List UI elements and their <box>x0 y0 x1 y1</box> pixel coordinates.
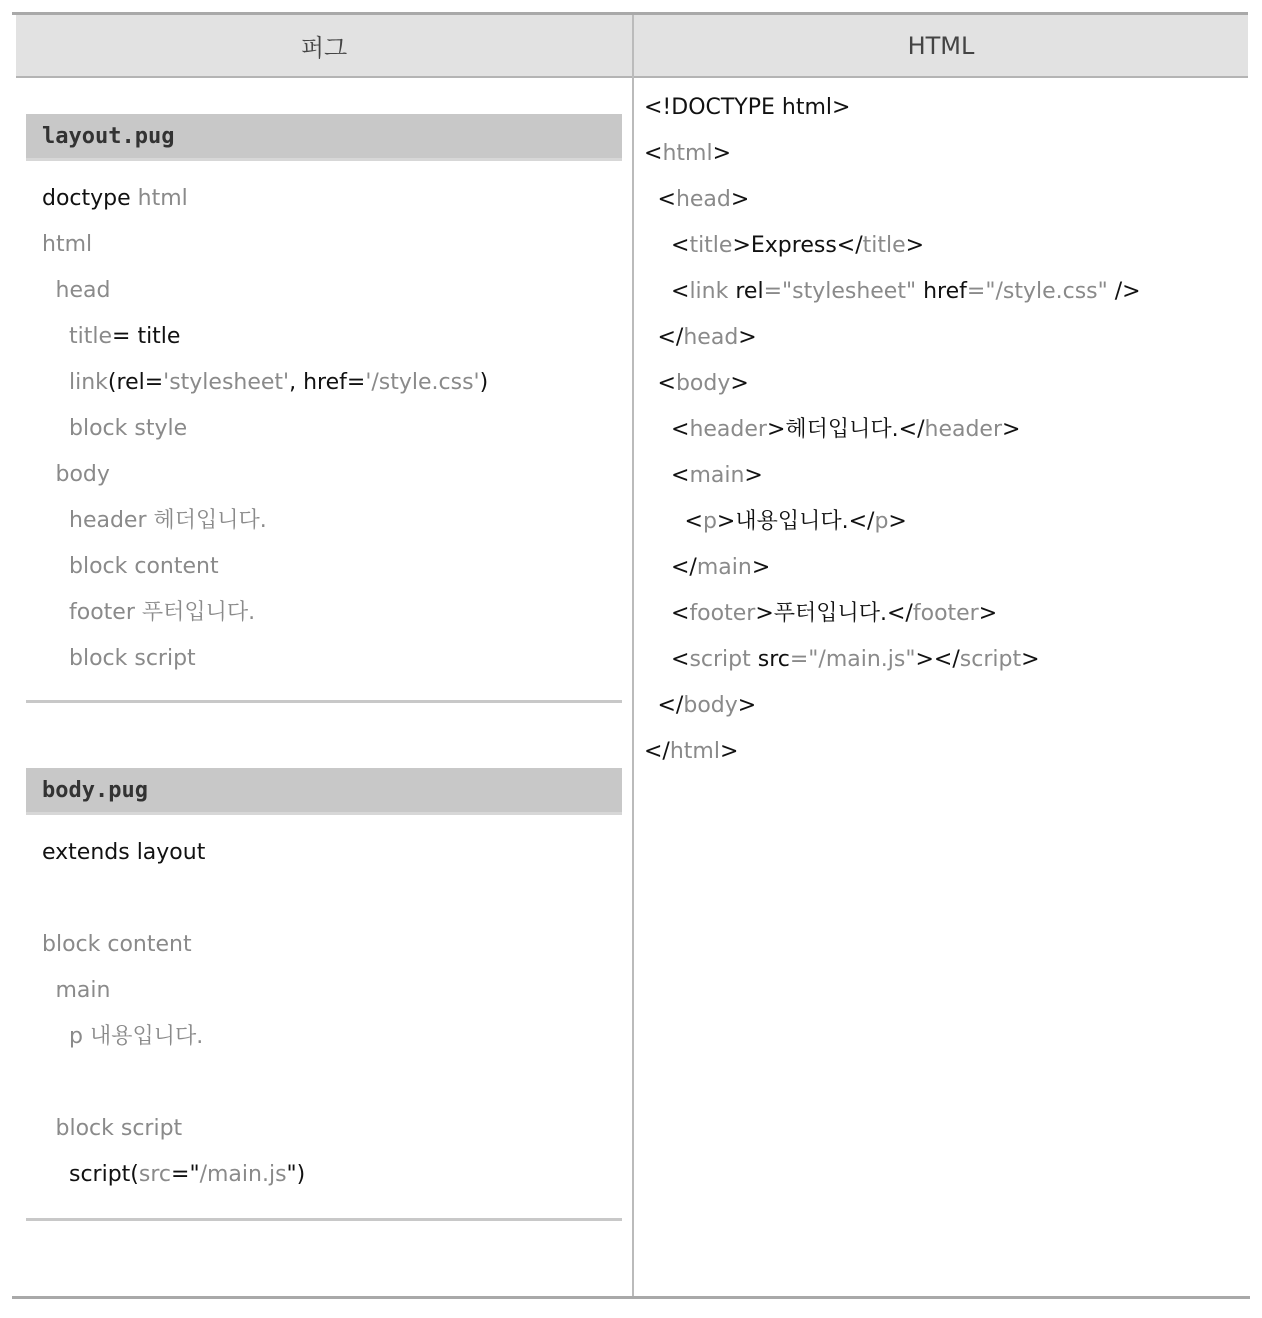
code-token: > <box>978 601 998 626</box>
code-token: block script <box>55 1116 183 1141</box>
code-token: < <box>657 187 676 212</box>
code-line <box>42 835 205 871</box>
code-line <box>671 550 770 586</box>
code-line <box>671 228 924 264</box>
code-token: header <box>924 417 1003 442</box>
code-token: =" <box>171 1162 200 1187</box>
code-token: > <box>751 555 771 580</box>
comparison-table <box>12 12 1250 1300</box>
code-token: < <box>671 463 690 488</box>
code-line <box>658 182 750 218</box>
code-token: > <box>744 463 763 488</box>
code-token: </ <box>644 739 670 764</box>
code-token: footer <box>689 601 756 626</box>
code-token: > <box>712 141 731 166</box>
code-token: ") <box>286 1162 306 1187</box>
code-token: ) <box>479 370 489 395</box>
code-token: header 헤더입니다. <box>69 508 267 533</box>
code-token: title <box>862 233 906 258</box>
code-token: /main.js <box>199 1162 287 1187</box>
code-token: < <box>671 601 690 626</box>
code-line <box>69 503 267 539</box>
code-token: html <box>669 739 720 764</box>
code-token: ="stylesheet" <box>763 279 924 304</box>
code-line <box>56 273 111 309</box>
code-token: block content <box>42 932 192 957</box>
code-line <box>658 366 749 402</box>
code-token: header <box>689 417 767 442</box>
layout-pug-end-rule <box>26 700 622 703</box>
code-token: link <box>689 279 736 304</box>
code-line <box>42 927 192 963</box>
code-line <box>56 457 110 493</box>
code-token: > <box>737 693 757 718</box>
code-token: > <box>905 233 925 258</box>
code-token: 'stylesheet' <box>163 370 290 395</box>
body-pug-end-rule <box>26 1218 622 1221</box>
code-token: > <box>1002 417 1021 442</box>
body-pug-title: body.pug <box>26 768 622 815</box>
code-line <box>671 642 1040 678</box>
code-token: ="/style.css" <box>966 279 1115 304</box>
code-line <box>42 227 92 263</box>
code-token: < <box>671 647 690 672</box>
code-token: >푸터입니다.</ <box>755 601 913 626</box>
code-line <box>671 412 1020 448</box>
code-token: <!DOCTYPE html> <box>644 95 851 120</box>
code-token: script( <box>69 1162 139 1187</box>
code-line <box>56 973 111 1009</box>
code-token: title <box>69 324 113 349</box>
code-token: > <box>738 325 757 350</box>
code-token: main <box>696 555 752 580</box>
code-line <box>42 181 188 217</box>
code-token: > <box>719 739 739 764</box>
code-token: link <box>69 370 108 395</box>
code-token: >Express</ <box>732 233 863 258</box>
code-token: href <box>923 279 967 304</box>
layout-pug-title: layout.pug <box>26 114 622 161</box>
code-line <box>69 1019 203 1055</box>
code-line <box>69 1157 305 1193</box>
code-token: >헤더입니다.</ <box>766 417 925 442</box>
code-token: html <box>137 186 188 211</box>
code-token: title <box>689 233 733 258</box>
code-token: ="/main.js" <box>789 647 916 672</box>
body-pug-block <box>26 768 622 1187</box>
code-token: p <box>702 509 717 534</box>
code-token: </ <box>657 325 684 350</box>
code-line <box>658 320 757 356</box>
code-token: main <box>689 463 745 488</box>
code-token: block script <box>69 646 196 671</box>
code-token: ></ <box>915 647 960 672</box>
code-token: doctype <box>42 186 138 211</box>
code-token: < <box>671 417 690 442</box>
code-line <box>671 274 1141 310</box>
code-token: head <box>675 187 731 212</box>
code-line <box>644 136 731 172</box>
code-line <box>69 641 196 677</box>
column-divider <box>632 15 634 1296</box>
code-token: head <box>55 278 111 303</box>
code-token: < <box>644 141 663 166</box>
code-token: < <box>684 509 703 534</box>
code-token: > <box>730 187 750 212</box>
code-line <box>69 595 255 631</box>
code-line <box>69 365 488 401</box>
code-token: >내용입니다.</ <box>716 509 875 534</box>
code-token: > <box>1021 647 1040 672</box>
code-token: body <box>675 371 731 396</box>
code-token: body <box>55 462 110 487</box>
code-token: rel <box>735 279 764 304</box>
code-token: footer 푸터입니다. <box>69 600 256 625</box>
html-column-header: HTML <box>634 15 1248 78</box>
code-line <box>644 734 738 770</box>
code-token: src <box>138 1162 172 1187</box>
code-token: html <box>42 232 93 257</box>
code-token: (rel= <box>107 370 164 395</box>
code-line <box>644 90 850 126</box>
code-token: </ <box>671 555 697 580</box>
code-token: script <box>959 647 1022 672</box>
layout-pug-block <box>26 114 622 671</box>
code-token: body <box>683 693 738 718</box>
code-token: block content <box>69 554 219 579</box>
code-token: footer <box>912 601 979 626</box>
code-token: < <box>671 279 690 304</box>
code-token: = title <box>112 324 181 349</box>
code-token: /> <box>1114 279 1141 304</box>
code-token: , href= <box>289 370 366 395</box>
code-token: '/style.css' <box>365 370 480 395</box>
code-line <box>69 319 180 355</box>
table-bottom-rule <box>12 1296 1250 1299</box>
code-token: extends layout <box>42 840 206 865</box>
code-line <box>69 411 187 447</box>
code-token: p <box>874 509 889 534</box>
code-token: </ <box>657 693 684 718</box>
code-token: src <box>757 647 790 672</box>
code-token: > <box>730 371 749 396</box>
code-token: < <box>657 371 676 396</box>
code-token: block style <box>69 416 188 441</box>
code-token: > <box>888 509 907 534</box>
code-token: p 내용입니다. <box>69 1024 204 1049</box>
code-line <box>685 504 907 540</box>
code-token: head <box>683 325 739 350</box>
code-line <box>69 549 219 585</box>
code-line <box>56 1111 183 1147</box>
code-token: < <box>671 233 690 258</box>
code-token: script <box>689 647 758 672</box>
code-line <box>658 688 757 724</box>
pug-column-header: 퍼그 <box>16 15 632 78</box>
code-line <box>671 458 763 494</box>
code-line <box>671 596 997 632</box>
code-token: main <box>55 978 111 1003</box>
code-token: html <box>662 141 713 166</box>
